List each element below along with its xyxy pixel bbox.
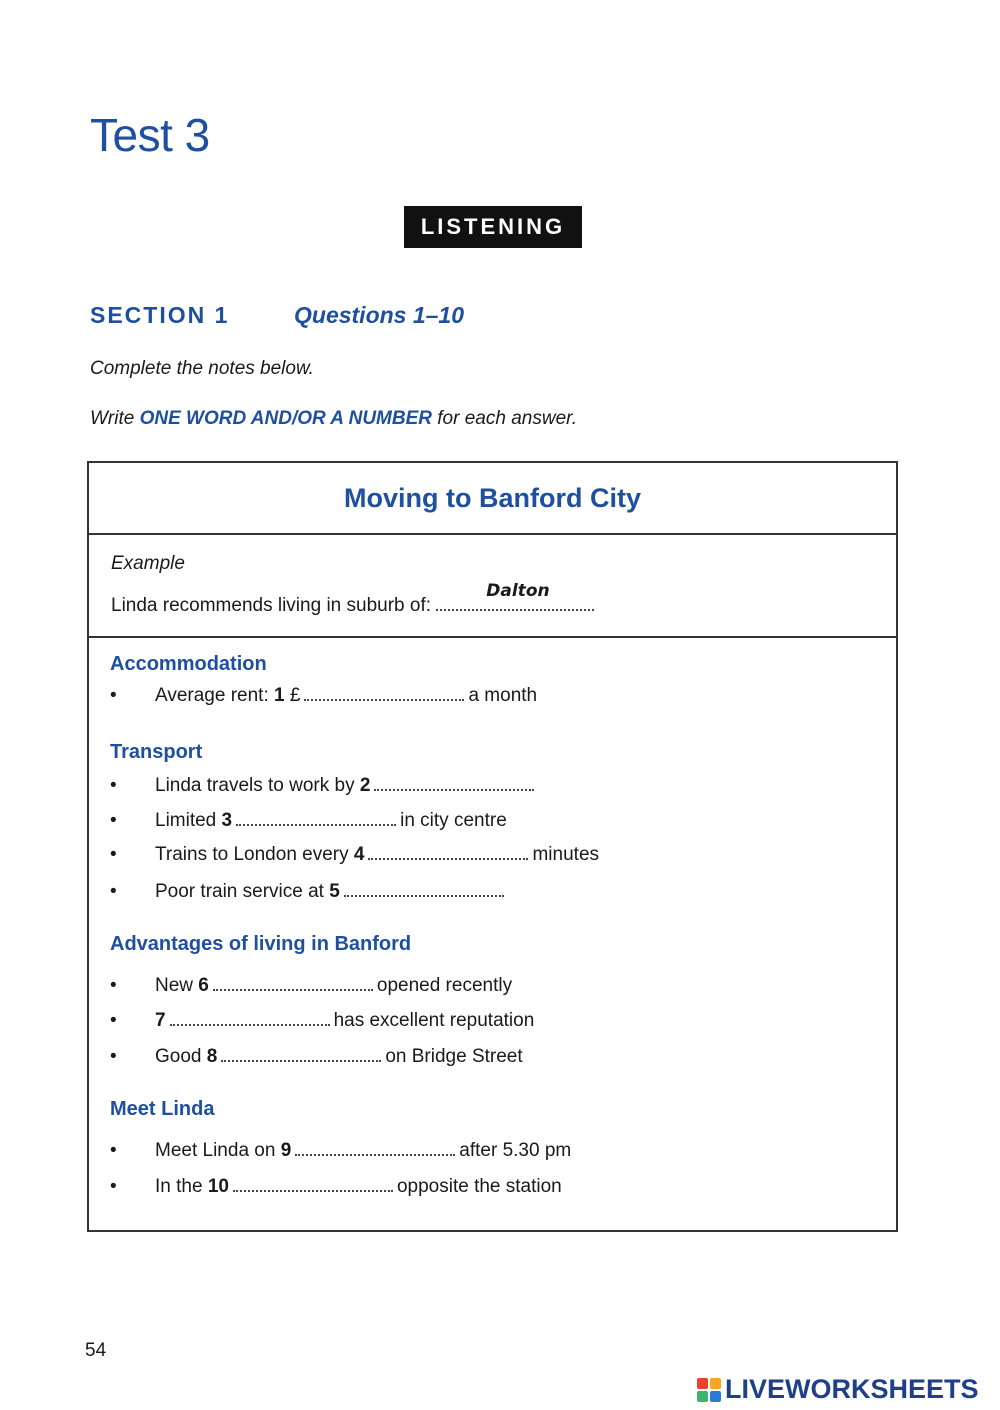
note-item: [110, 844, 599, 866]
example-answer: Dalton: [486, 581, 550, 601]
item-text-after: minutes: [532, 844, 600, 865]
item-text-mid: £: [284, 685, 301, 706]
question-number: 8: [206, 1046, 218, 1067]
item-text-after: in city centre: [400, 810, 507, 831]
answer-blank-3[interactable]: [236, 812, 396, 826]
bullet-icon: •: [110, 1046, 117, 1067]
instruction-highlight: ONE WORD AND/OR A NUMBER: [139, 408, 432, 429]
bullet-icon: •: [110, 975, 117, 996]
item-text-after: a month: [468, 685, 538, 706]
item-text-before: Good: [155, 1046, 207, 1067]
note-item: [110, 1010, 534, 1032]
question-number: 9: [280, 1140, 292, 1161]
answer-blank-9[interactable]: [295, 1142, 455, 1156]
item-text-after: opened recently: [376, 975, 513, 996]
bullet-icon: •: [110, 844, 117, 865]
section-heading: Advantages of living in Banford: [110, 933, 412, 955]
note-item: [110, 1140, 571, 1162]
section-questions: Questions 1–10: [294, 302, 465, 328]
note-item: [110, 975, 512, 997]
item-text-before: Limited: [155, 810, 222, 831]
item-text-before: Poor train service at: [155, 881, 330, 902]
answer-blank-2[interactable]: [374, 777, 534, 791]
item-text-after: has excellent reputation: [333, 1010, 535, 1031]
section-heading: Transport: [110, 741, 203, 763]
answer-blank-1[interactable]: [304, 687, 464, 701]
bullet-icon: •: [110, 810, 117, 831]
example-label: Example: [111, 553, 185, 574]
note-item: [110, 775, 538, 797]
item-text-before: Linda travels to work by: [155, 775, 360, 796]
example-text: Linda recommends living in suburb of:: [111, 595, 432, 616]
page-number: 54: [85, 1340, 107, 1361]
item-text-after: on Bridge Street: [385, 1046, 523, 1067]
bullet-icon: •: [110, 685, 117, 706]
notes-title: Moving to Banford City: [344, 482, 641, 513]
instruction-prefix: Write: [90, 408, 140, 429]
notes-box: [87, 461, 898, 1232]
note-item: [110, 685, 537, 707]
example-line: [111, 581, 594, 617]
bullet-icon: •: [110, 881, 117, 902]
question-number: 7: [155, 1010, 166, 1031]
instruction-suffix: for each answer.: [432, 408, 578, 429]
question-number: 10: [207, 1176, 229, 1197]
section-label: SECTION 1: [90, 302, 230, 328]
question-number: 1: [274, 685, 285, 706]
section-heading: Meet Linda: [110, 1098, 215, 1120]
question-number: 2: [359, 775, 371, 796]
brand-text: LIVEWORKSHEETS: [725, 1374, 979, 1404]
instruction-complete-notes: Complete the notes below.: [90, 358, 314, 379]
item-text-after: opposite the station: [396, 1176, 562, 1197]
note-item: [110, 810, 507, 832]
question-number: 4: [353, 844, 365, 865]
note-item: [110, 1046, 523, 1068]
example-answer-blank: [436, 581, 594, 611]
section-heading: Accommodation: [110, 653, 267, 675]
note-item: [110, 1176, 562, 1198]
answer-blank-5[interactable]: [344, 883, 504, 897]
item-text-before: Meet Linda on: [155, 1140, 281, 1161]
answer-blank-6[interactable]: [213, 977, 373, 991]
listening-badge: LISTENING: [404, 206, 582, 248]
page-title: Test 3: [90, 109, 210, 161]
instruction-word-limit: [90, 408, 577, 430]
answer-blank-8[interactable]: [221, 1048, 381, 1062]
bullet-icon: •: [110, 1140, 117, 1161]
notes-title-row: [89, 463, 896, 535]
answer-blank-10[interactable]: [233, 1178, 393, 1192]
answer-blank-7[interactable]: [170, 1012, 330, 1026]
bullet-icon: •: [110, 1176, 117, 1197]
bullet-icon: •: [110, 1010, 117, 1031]
example-row: [89, 533, 896, 638]
question-number: 3: [221, 810, 233, 831]
item-text-before: Trains to London every: [155, 844, 354, 865]
answer-blank-4[interactable]: [368, 846, 528, 860]
item-text-after: after 5.30 pm: [459, 1140, 572, 1161]
liveworksheets-brand: [697, 1374, 979, 1405]
question-number: 5: [329, 881, 340, 902]
question-number: 6: [198, 975, 209, 996]
item-text-before: New: [155, 975, 199, 996]
note-item: [110, 881, 508, 903]
bullet-icon: •: [110, 775, 117, 796]
item-text-before: In the: [155, 1176, 208, 1197]
liveworksheets-logo-icon: [697, 1378, 721, 1402]
item-text-before: Average rent:: [155, 685, 275, 706]
